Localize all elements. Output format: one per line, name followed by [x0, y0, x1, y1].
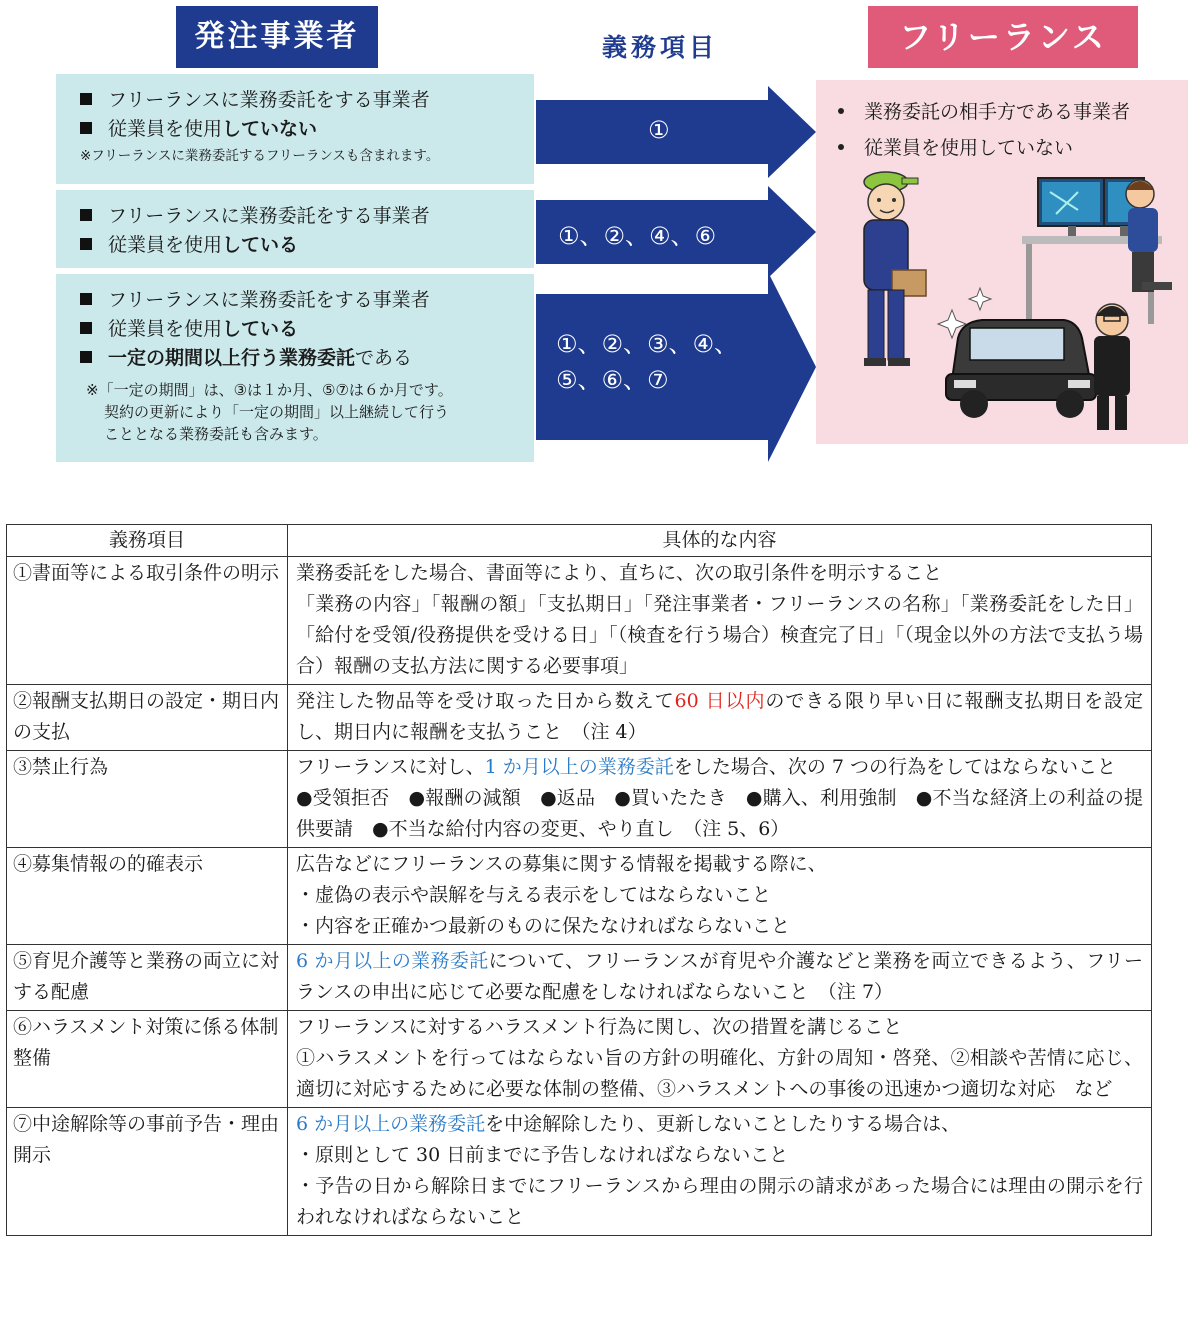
- condition-line: 一定の期間以上行う業務委託である: [80, 344, 524, 373]
- highlight-text: 6 か月以上の業務委託: [296, 1113, 486, 1135]
- duty-content-cell: 6 か月以上の業務委託について、フリーランスが育児や介護などと業務を両立できるよう、フリーランスの申出に応じて必要な配慮をしなければならないこと （注 7）: [288, 945, 1152, 1011]
- table-row: [7, 1108, 1152, 1236]
- duty-item-cell: ④募集情報の的確表示: [7, 848, 288, 945]
- condition-note: ※「一定の期間」は、③は１か月、⑤⑦は６か月です。 契約の更新により「一定の期間」以上継続して行う こととなる業務委託も含みます。: [86, 381, 453, 443]
- duty-content-cell: 業務委託をした場合、書面等により、直ちに、次の取引条件を明示すること 「業務の内容」「報酬の額」「支払期日」「発注事業者・フリーランスの名称」「業務委託をした日」「給付を受領/役務提供を受ける日」「（検査を行う場合）検査完了日」「（現金以外の方法で支払う場合）報酬の支払方法に関する必要事項」: [288, 557, 1152, 685]
- freelance-header: フリーランス: [868, 6, 1138, 68]
- table-header-row: [7, 525, 1152, 557]
- table-row: [7, 945, 1152, 1011]
- square-bullet-icon: [80, 122, 92, 134]
- arrow-label: ①、②、③、④、: [556, 330, 739, 358]
- square-bullet-icon: [80, 322, 92, 334]
- condition-line: 従業員を使用している: [80, 231, 524, 260]
- condition-box-2: [56, 190, 534, 268]
- header-duty-item: 義務項目: [7, 525, 288, 557]
- square-bullet-icon: [80, 351, 92, 363]
- arrow-label: ①、②、④、⑥: [558, 222, 717, 250]
- condition-line: フリーランスに業務委託をする事業者: [80, 286, 524, 315]
- bullet-dot-icon: [838, 108, 844, 114]
- square-bullet-icon: [80, 293, 92, 305]
- freelance-bullet: 業務委託の相手方である事業者: [838, 94, 1188, 130]
- duty-content-cell: フリーランスに対するハラスメント行為に関し、次の措置を講じること ①ハラスメントを行ってはならない旨の方針の明確化、方針の周知・啓発、②相談や苦情に応じ、適切に対応するために必要な体制の整備、③ハラスメントへの事後の迅速かつ適切な対応 など: [288, 1011, 1152, 1108]
- arrow-label: ①: [648, 116, 670, 144]
- duty-content-cell: 6 か月以上の業務委託を中途解除したり、更新しないことしたりする場合は、 ・原則として 30 日前までに予告しなければならないこと ・予告の日から解除日までにフリーランスから理由の開示の請求があった場合には理由の開示を行われなければならないこと: [288, 1108, 1152, 1236]
- highlight-text: 60 日以内: [674, 690, 766, 712]
- duty-content-cell: フリーランスに対し、1 か月以上の業務委託をした場合、次の 7 つの行為をしてはならないこと ●受領拒否 ●報酬の減額 ●返品 ●買いたたき ●購入、利用強制 ●不当な経済上の利益の提供要請 ●不当な給付内容の変更、やり直し （注 5、6）: [288, 751, 1152, 848]
- duty-content-cell: 発注した物品等を受け取った日から数えて60 日以内のできる限り早い日に報酬支払期日を設定し、期日内に報酬を支払うこと （注 4）: [288, 685, 1152, 751]
- table-row: [7, 557, 1152, 685]
- highlight-text: 1 か月以上の業務委託: [484, 756, 674, 778]
- duty-item-cell: ③禁止行為: [7, 751, 288, 848]
- duty-item-cell: ①書面等による取引条件の明示: [7, 557, 288, 685]
- duty-table: [6, 524, 1152, 1236]
- condition-line: フリーランスに業務委託をする事業者: [80, 202, 524, 231]
- condition-line: 従業員を使用していない: [80, 115, 524, 144]
- freelance-bullet: 従業員を使用していない: [838, 130, 1188, 166]
- arrow-3: [536, 272, 816, 462]
- orderer-header: 発注事業者: [176, 6, 378, 68]
- condition-note: ※フリーランスに業務委託するフリーランスも含まれます。: [80, 148, 440, 164]
- freelancer-illustration-icon: [842, 170, 1182, 434]
- table-row: [7, 848, 1152, 945]
- table-row: [7, 1011, 1152, 1108]
- duty-item-cell: ⑥ハラスメント対策に係る体制整備: [7, 1011, 288, 1108]
- duty-items-header: 義務項目: [601, 33, 718, 62]
- condition-line: フリーランスに業務委託をする事業者: [80, 86, 524, 115]
- duty-item-cell: ②報酬支払期日の設定・期日内の支払: [7, 685, 288, 751]
- header-content: 具体的な内容: [288, 525, 1152, 557]
- condition-box-1: [56, 74, 534, 184]
- square-bullet-icon: [80, 93, 92, 105]
- square-bullet-icon: [80, 238, 92, 250]
- duty-content-cell: 広告などにフリーランスの募集に関する情報を掲載する際に、 ・虚偽の表示や誤解を与える表示をしてはならないこと ・内容を正確かつ最新のものに保たなければならないこと: [288, 848, 1152, 945]
- arrow-2: [536, 186, 816, 278]
- bullet-dot-icon: [838, 144, 844, 150]
- duty-item-cell: ⑤育児介護等と業務の両立に対する配慮: [7, 945, 288, 1011]
- freelance-box: [816, 80, 1188, 444]
- table-row: [7, 751, 1152, 848]
- highlight-text: 6 か月以上の業務委託: [296, 950, 489, 972]
- arrow-1: [536, 86, 816, 178]
- right-arrow-icon: [536, 86, 816, 178]
- duty-item-cell: ⑦中途解除等の事前予告・理由開示: [7, 1108, 288, 1236]
- arrow-label: ⑤、⑥、⑦: [556, 366, 669, 394]
- square-bullet-icon: [80, 209, 92, 221]
- condition-line: 従業員を使用している: [80, 315, 524, 344]
- table-row: [7, 685, 1152, 751]
- condition-box-3: [56, 274, 534, 462]
